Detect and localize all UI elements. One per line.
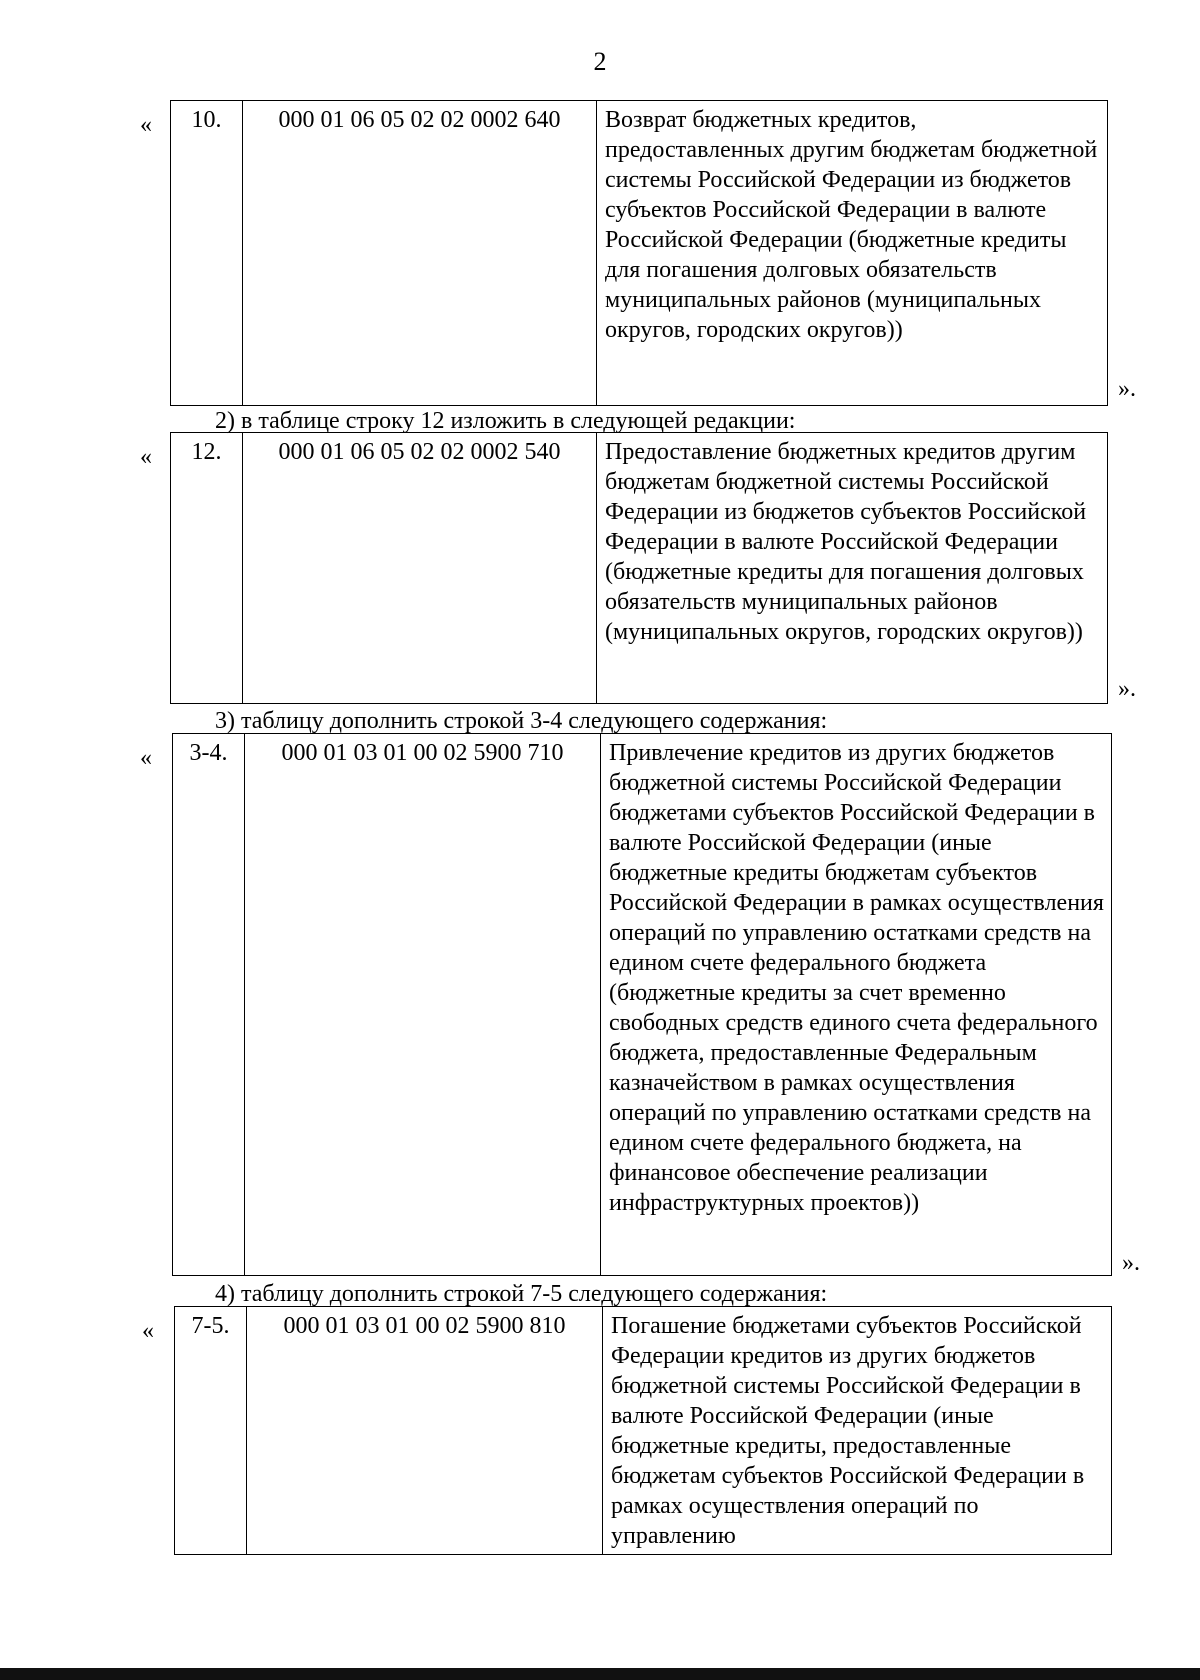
row-description: Возврат бюджетных кредитов, предоставленных другим бюджетам бюджетной системы Российской Федерации из бюджетов субъектов Российской Федерации в валюте Российской Федерации (бюджетные кредиты для погашения долговых обязательств муниципальных районов (муниципальных округов, городских округов)): [605, 107, 1098, 343]
row-description: Предоставление бюджетных кредитов другим бюджетам бюджетной системы Российской Федерации из бюджетов субъектов Российской Федерации в валюте Российской Федерации (бюджетные кредиты для погашения долговых обязательств муниципальных районов (муниципальных округов, городских округов)): [605, 439, 1087, 645]
table-row: [170, 432, 1108, 704]
amendment-intro: 2) в таблице строку 12 изложить в следующей редакции:: [215, 408, 796, 434]
opening-quote: «: [140, 745, 152, 771]
row-description: Погашение бюджетами субъектов Российской Федерации кредитов из других бюджетов бюджетной системы Российской Федерации в валюте Российской Федерации (иные бюджетные кредиты, предоставленные бюджетам субъектов Российской Федерации в рамках осуществления операций по управлению: [611, 1313, 1085, 1549]
row-number: 10.: [171, 101, 243, 405]
budget-code: 000 01 06 05 02 02 0002 640: [243, 101, 597, 405]
table-row: [174, 1306, 1112, 1555]
table-row: [172, 733, 1112, 1276]
budget-code: 000 01 06 05 02 02 0002 540: [243, 433, 597, 703]
opening-quote: «: [140, 112, 152, 138]
row-number: 3-4.: [173, 734, 245, 1275]
scan-edge: [0, 1668, 1200, 1680]
table-row: [170, 100, 1108, 406]
opening-quote: «: [142, 1318, 154, 1344]
amendment-intro: 3) таблицу дополнить строкой 3-4 следующего содержания:: [215, 708, 828, 734]
page-number: 2: [593, 47, 607, 76]
budget-code: 000 01 03 01 00 02 5900 810: [247, 1307, 603, 1554]
closing-quote: ».: [1118, 676, 1136, 702]
row-number: 7-5.: [175, 1307, 247, 1554]
budget-code: 000 01 03 01 00 02 5900 710: [245, 734, 601, 1275]
row-number: 12.: [171, 433, 243, 703]
row-description: Привлечение кредитов из других бюджетов бюджетной системы Российской Федерации бюджетами субъектов Российской Федерации в валюте Российской Федерации (иные бюджетные кредиты бюджетам субъектов Российской Федерации в рамках осуществления операций по управлению остатками средств на едином счете федерального бюджета (бюджетные кредиты за счет временно свободных средств единого счета федерального бюджета, предоставленные Федеральным казначейством в рамках осуществления операций по управлению остатками средств на едином счете федерального бюджета, на финансовое обеспечение реализации инфраструктурных проектов)): [609, 740, 1104, 1216]
amendment-intro: 4) таблицу дополнить строкой 7-5 следующего содержания:: [215, 1281, 828, 1307]
closing-quote: ».: [1122, 1250, 1140, 1276]
opening-quote: «: [140, 444, 152, 470]
closing-quote: ».: [1118, 376, 1136, 402]
